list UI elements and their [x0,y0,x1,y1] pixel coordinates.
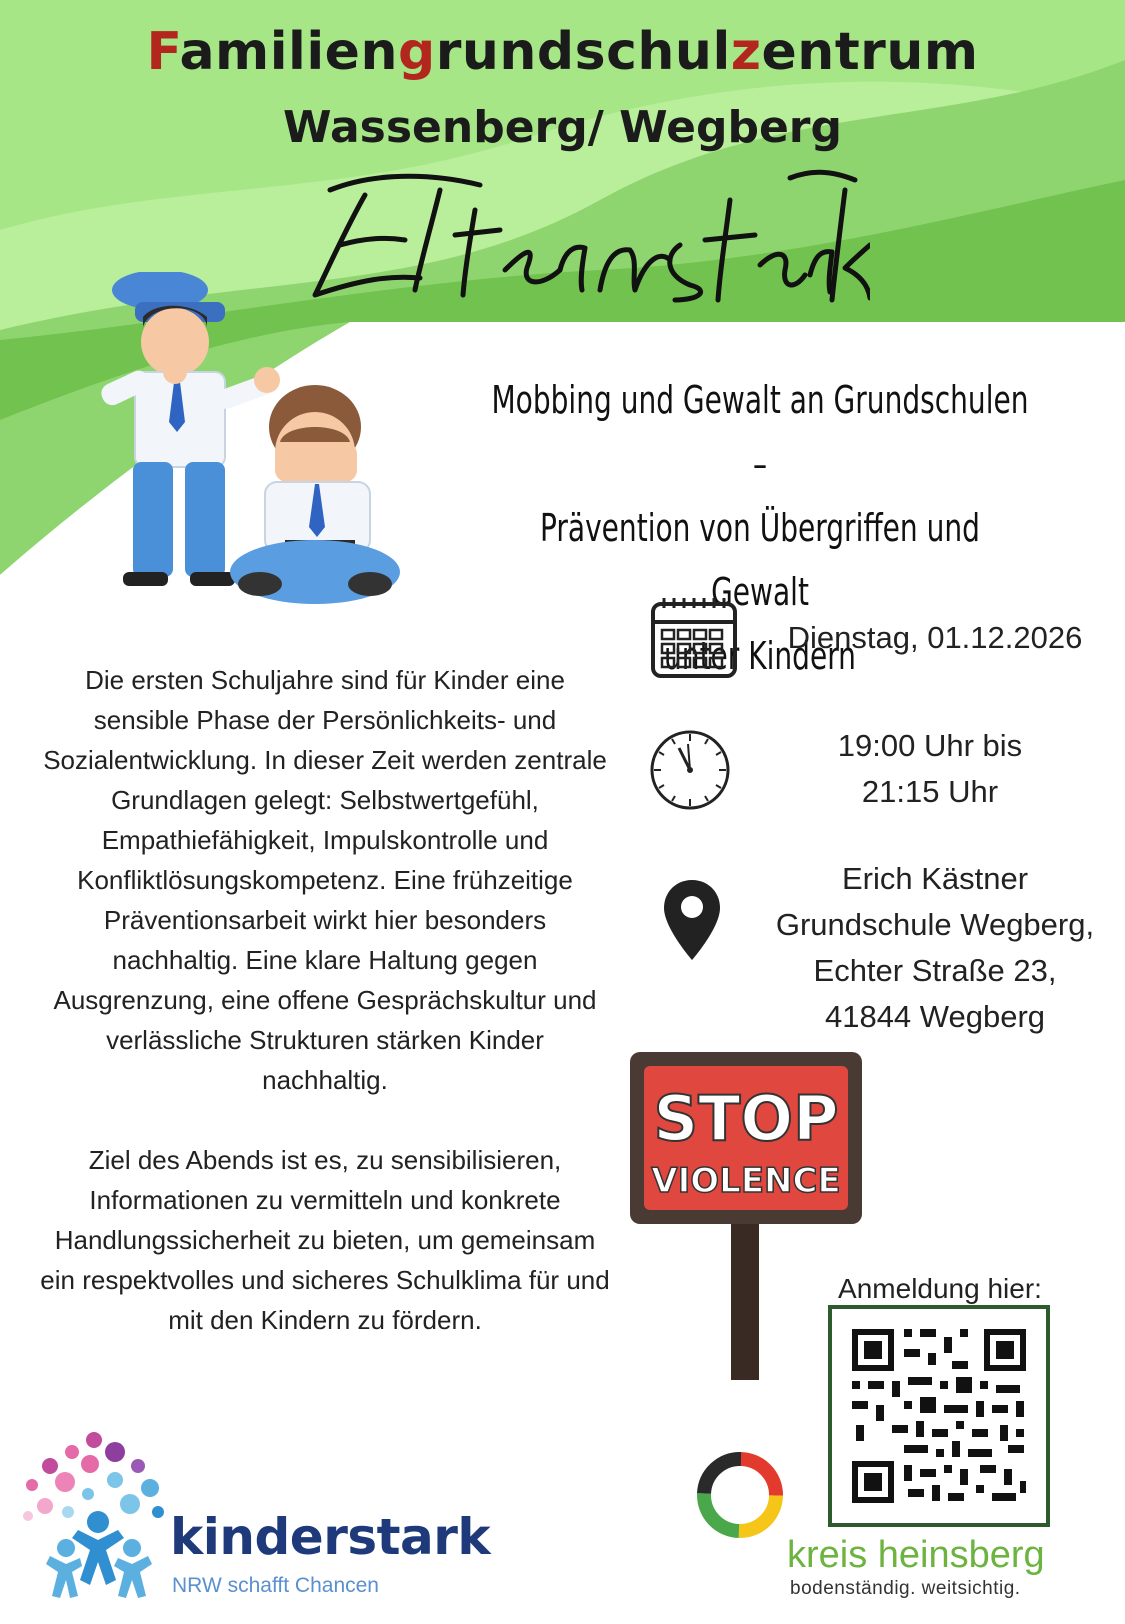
kreis-heinsberg-name: kreis heinsberg [787,1534,1045,1576]
location-line: Echter Straße 23, [813,953,1057,988]
location-line: Erich Kästner [841,861,1029,896]
description-paragraph: Ziel des Abends ist es, zu sensibilisieren, Informationen zu vermitteln und konkrete Handlungssicherheit zu bieten, um gemeinsam ein respektvolles und sicheres Schulklima für und mit den Kindern zu fördern. [40,1145,610,1335]
location-pin-icon [662,878,722,963]
event-time [775,723,1085,815]
title-part: rundschul [435,22,731,82]
children-illustration [95,272,415,612]
script-title-text [270,150,347,154]
event-time-start: 19:00 Uhr bis [837,728,1023,763]
event-location [750,856,1120,1040]
calendar-icon [650,596,738,680]
description-text [40,660,610,1380]
headline-line: unter Kindern [664,634,856,678]
registration-label: Anmeldung hier: [838,1273,1042,1304]
title-part: g [397,22,436,82]
clock-icon [648,728,732,812]
title-part: amilien [179,22,398,82]
title-familiengrundschulzentrum [0,22,1125,82]
event-date: Dienstag, 01.12.2026 [787,620,1083,655]
kinderstark-name: kinderstark [170,1508,491,1566]
event-time-end: 21:15 Uhr [861,774,999,809]
sign-line-violence: VIOLENCE [651,1161,841,1201]
qr-code-icon[interactable] [828,1305,1050,1527]
kinderstark-logo-icon [20,1430,170,1605]
qr-code-graphic [832,1309,1046,1523]
kinderstark-subtitle: NRW schafft Chancen [172,1574,379,1597]
kreis-heinsberg-slogan: bodenständig. weitsichtig. [790,1578,1021,1599]
subtitle-location: Wassenberg/ Wegberg [283,102,842,153]
headline-line: Prävention von Übergriffen und Gewalt [540,506,980,614]
kreis-heinsberg-logo-icon [690,1445,790,1545]
title-part: z [730,22,762,82]
description-paragraph: Die ersten Schuljahre sind für Kinder eine sensible Phase der Persönlichkeits- und Sozialentwicklung. In dieser Zeit werden zentrale Grundlagen gelegt: Selbstwertgefühl, Empathiefähigkeit, Impulskontrolle und Konfliktlösungskompetenz. Eine frühzeitige Präventionsarbeit wirkt hier besonders nachhaltig. Eine klare Haltung gegen Ausgrenzung, eine offene Gesprächskultur und verlässliche Strukturen stärken Kinder nachhaltig. [43,665,607,1095]
location-line: Grundschule Wegberg, [775,907,1095,942]
title-part: F [146,22,180,82]
title-part: entrum [761,22,979,82]
location-line: 41844 Wegberg [824,999,1046,1034]
headline-line: Mobbing und Gewalt an Grundschulen – [491,378,1029,486]
sign-line-stop: STOP [653,1082,839,1155]
